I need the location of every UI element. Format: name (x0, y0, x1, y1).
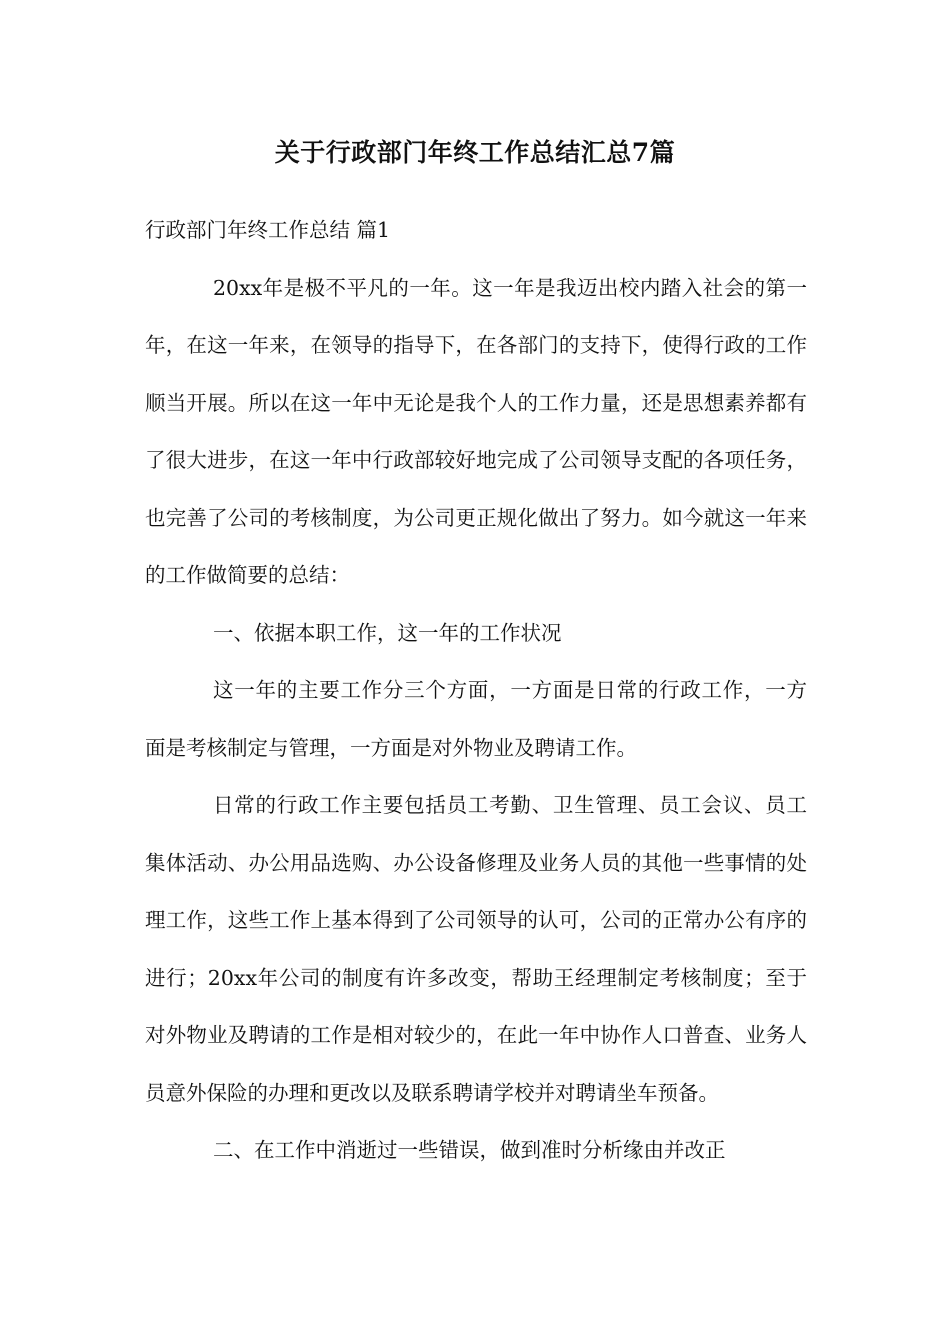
document-title: 关于行政部门年终工作总结汇总7篇 (274, 138, 676, 167)
paragraph-daily-admin: 日常的行政工作主要包括员工考勤、卫生管理、员工会议、员工集体活动、办公用品选购、办公设备修理及业务人员的其他一些事情的处理工作，这些工作上基本得到了公司领导的认可，公司的正常办公有序的进行；20xx年公司的制度有许多改变，帮助王经理制定考核制度；至于对外物业及聘请的工作是相对较少的，在此一年中协作人口普查、业务人员意外保险的办理和更改以及联系聘请学校并对聘请坐车预备。 (145, 793, 807, 1105)
paragraph-intro: 20xx年是极不平凡的一年。这一年是我迈出校内踏入社会的第一年，在这一年来，在领导的指导下，在各部门的支持下，使得行政的工作顺当开展。所以在这一年中无论是我个人的工作力量，还是思想素养都有了很大进步，在这一年中行政部较好地完成了公司领导支配的各项任务，也完善了公司的考核制度，为公司更正规化做出了努力。如今就这一年来的工作做简要的总结： (145, 275, 807, 587)
paragraph-main-work: 这一年的主要工作分三个方面，一方面是日常的行政工作，一方面是考核制定与管理，一方面是对外物业及聘请工作。 (145, 678, 807, 760)
subheading-work-status: 一、依据本职工作，这一年的工作状况 (213, 620, 562, 645)
section-heading: 行政部门年终工作总结 篇1 (145, 218, 391, 242)
document-body (145, 202, 807, 1180)
subheading-errors: 二、在工作中消逝过一些错误，做到准时分析缘由并改正 (213, 1138, 726, 1162)
